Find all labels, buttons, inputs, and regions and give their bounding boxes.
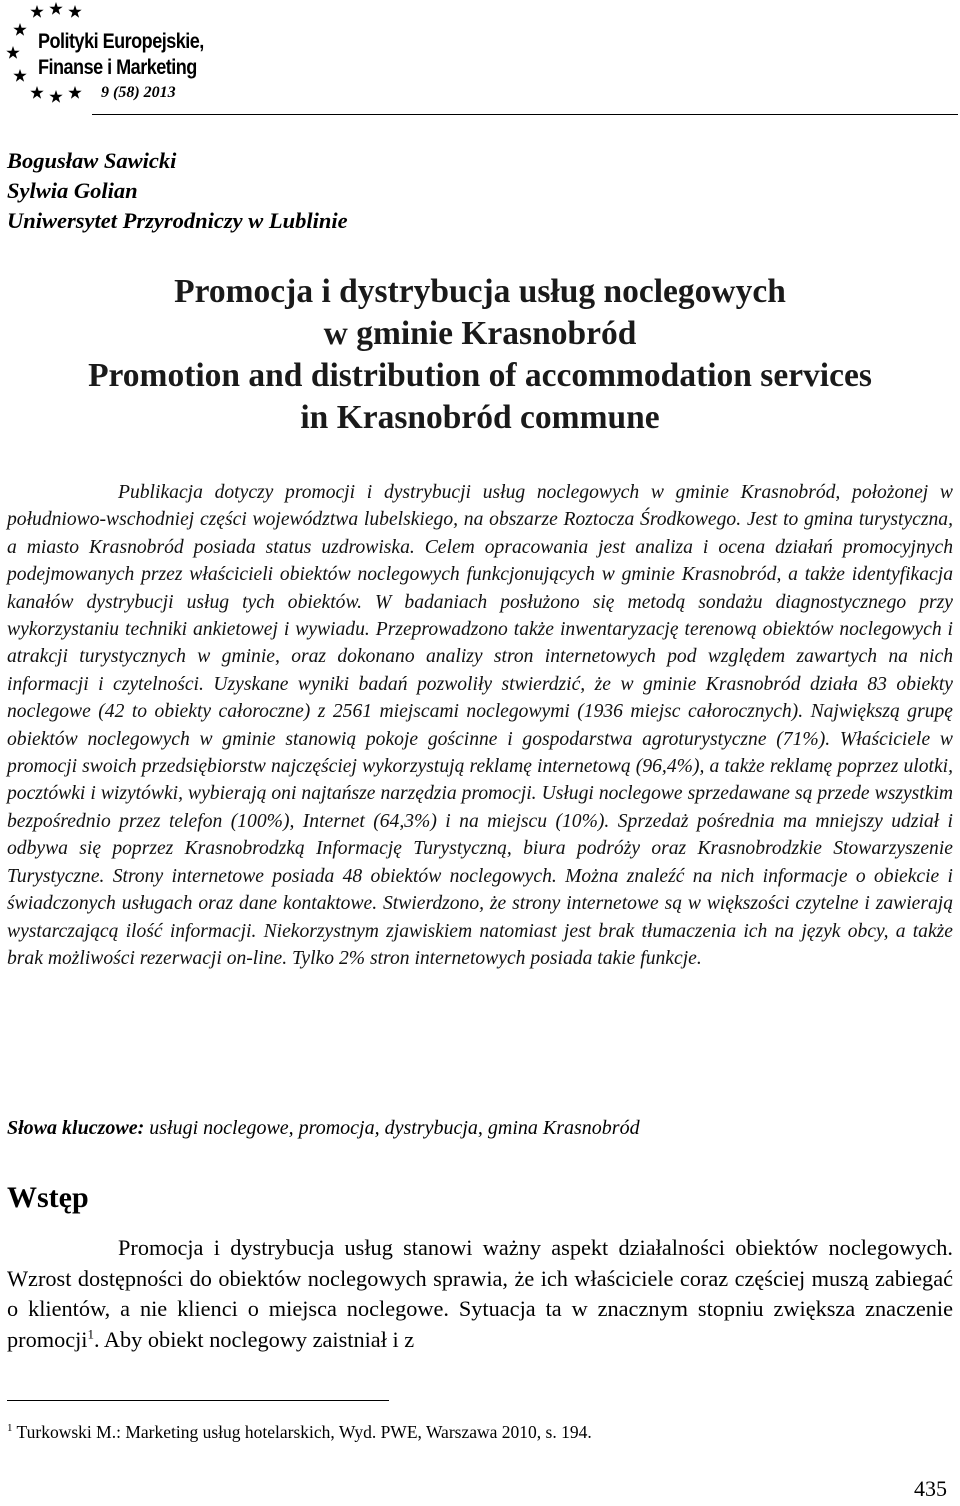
author-affiliation: Uniwersytet Przyrodniczy w Lublinie [7, 208, 348, 233]
journal-logo [0, 0, 220, 110]
paper-title [0, 271, 960, 439]
footnote-number: 1 [7, 1422, 13, 1434]
keywords-text: usługi noclegowe, promocja, dystrybucja, gmina Krasnobród [144, 1117, 640, 1139]
keywords [7, 1114, 640, 1142]
footnote-reference[interactable]: 1 [87, 1326, 94, 1342]
author-block [7, 146, 348, 236]
header-divider [92, 114, 958, 115]
footnote-text: Turkowski M.: Marketing usług hotelarskich, Wyd. PWE, Warszawa 2010, s. 194. [12, 1421, 592, 1442]
author-name: Sylwia Golian [7, 178, 138, 203]
title-line: w gminie Krasnobród [323, 315, 637, 352]
author-name: Bogusław Sawicki [7, 148, 177, 173]
journal-name-line1: Polityki Europejskie, [38, 30, 204, 53]
eu-stars-icon [0, 0, 100, 110]
title-line: Promocja i dystrybucja usług noclegowych [174, 273, 786, 310]
issue-number: 9 (58) 2013 [101, 84, 176, 101]
section-heading: Wstęp [7, 1181, 89, 1214]
title-line: in Krasnobród commune [300, 399, 660, 436]
paragraph-text: Promocja i dystrybucja usług stanowi ważny aspekt działalności obiektów noclegowych. Wzrost dostępności do obiektów noclegowych sprawia, że ich właściciele coraz częściej muszą zabiegać o klientów, a nie klienci o miejsca noclegowe. Sytuacja ta w znacznym stopniu zwiększa znaczenie promocji [7, 1235, 953, 1352]
footnote-divider [7, 1400, 389, 1401]
title-line: Promotion and distribution of accommodation services [88, 357, 872, 394]
abstract: Publikacja dotyczy promocji i dystrybucji usług noclegowych w gminie Krasnobród, położonej w południowo-wschodniej części województwa lubelskiego, na obszarze Roztocza Środkowego. Jest to gmina turystyczna, a miasto Krasnobród posiada status uzdrowiska. Celem opracowania jest analiza i ocena działań promocyjnych podejmowanych przez właścicieli obiektów noclegowych funkcjonujących w gminie Krasnobród, a także identyfikacja kanałów dystrybucji usług tych obiektów. W badaniach posłużono się metodą sondażu diagnostycznego przy wykorzystaniu techniki ankietowej i wywiadu. Przeprowadzono także inwentaryzację terenową obiektów noclegowych i atrakcji turystycznych w gminie, oraz dokonano analizy stron internetowych pod względem zawartych na nich informacji i czytelności. Uzyskane wyniki badań pozwoliły stwierdzić, że w gminie Krasnobród działa 83 obiekty noclegowe (42 to obiekty całoroczne) z 2561 miejscami noclegowymi (1936 miejsc całorocznych). Największą grupę obiektów noclegowych w gminie stanowią pokoje gościnne i gospodarstwa agroturystyczne (71%). Właściciele w promocji swoich przedsiębiorstw najczęściej wykorzystują reklamę internetową (96,4%), a także reklamę poprzez ulotki, pocztówki i wizytówki, wybierają oni najtańsze narzędzia promocji. Usługi noclegowe sprzedawane są przede wszystkim bezpośrednio przez telefon (100%), Internet (64,3%) i na miejscu (10%). Sprzedaż pośrednia ma mniejszy udział i odbywa się poprzez Krasnobrodzką Informację Turystyczną, biura podróży oraz Krasnobrodzkie Stowarzyszenie Turystyczne. Strony internetowe posiada 48 obiektów noclegowych. Można znaleźć na nich informacje o obiekcie i świadczonych usługach oraz dane kontaktowe. Stwierdzono, że strony internetowe są w większości czytelne i zawierają wystarczającą ilość informacji. Niekorzystnym zjawiskiem natomiast jest brak tłumaczenia ich na język obcy, a także brak możliwości rezerwacji on-line. Tylko 2% stron internetowych posiada takie funkcje. [7, 482, 953, 969]
keywords-label: Słowa kluczowe: [7, 1117, 145, 1139]
journal-name-line2: Finanse i Marketing [38, 56, 197, 79]
page-number: 435 [914, 1476, 947, 1501]
paragraph-text: . Aby obiekt noclegowy zaistniał i z [94, 1326, 415, 1352]
body-paragraph [7, 1233, 953, 1355]
footnote [7, 1416, 592, 1444]
